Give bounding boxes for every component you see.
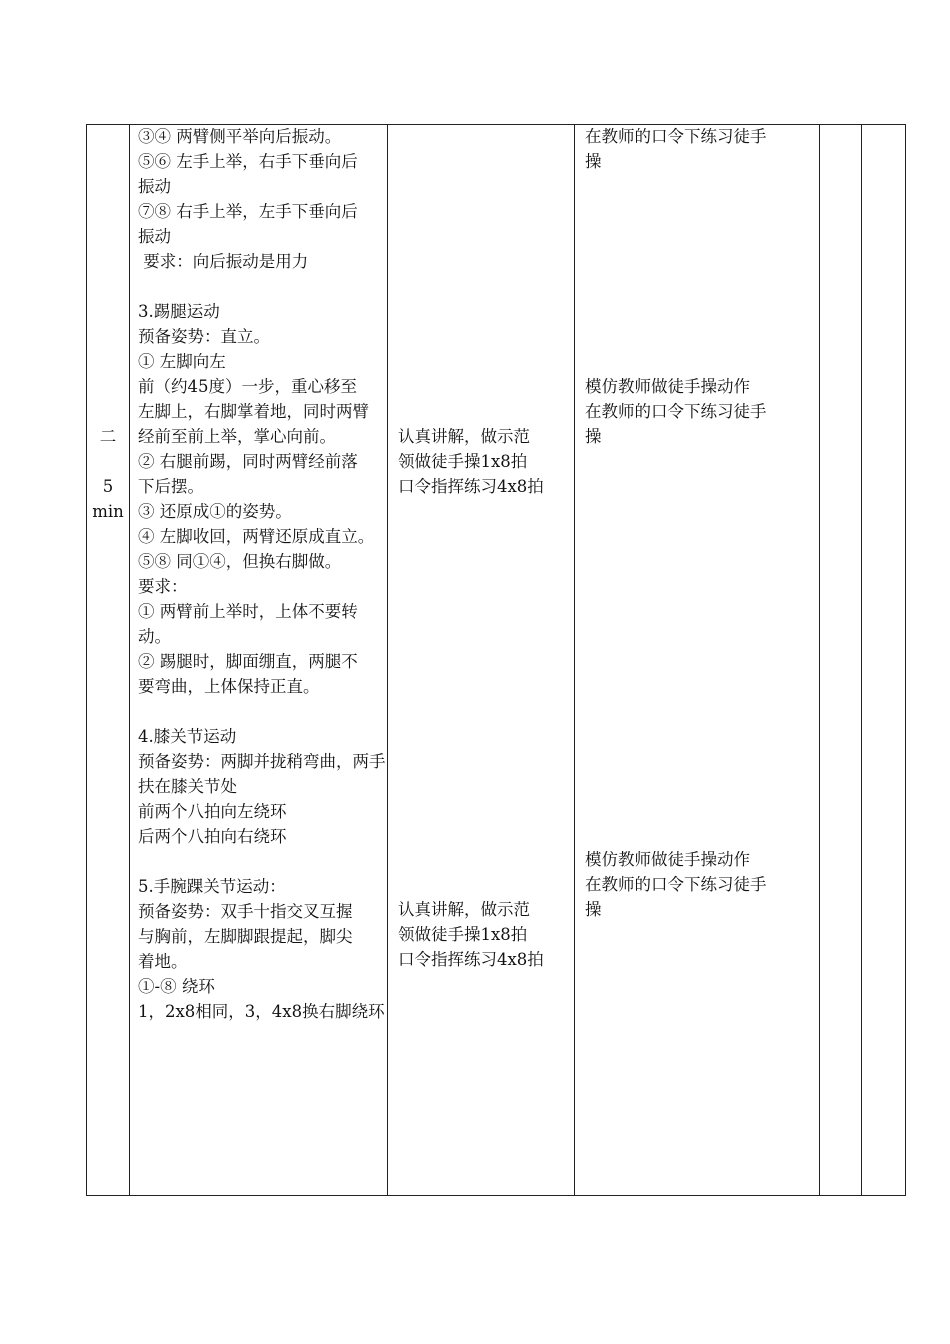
content-line: ② 踢腿时，脚面绷直，两腿不 [138, 652, 358, 671]
student-line: 在教师的口令下练习徒手 [585, 402, 767, 421]
table-left-border [86, 124, 87, 1196]
content-line: 与胸前，左脚脚跟提起，脚尖 [138, 927, 353, 946]
content-line [138, 274, 386, 299]
student-line: 操 [585, 900, 602, 919]
content-line: 要弯曲，上体保持正直。 [138, 677, 320, 696]
teacher-line: 认真讲解，做示范 [398, 427, 530, 446]
content-line: 振动 [138, 227, 171, 246]
student-activity-block [585, 374, 767, 449]
content-line: 3.踢腿运动 [138, 302, 220, 321]
content-line: ⑤⑥ 左手上举，右手下垂向后 [138, 152, 358, 171]
content-line: 前（约45度）一步，重心移至 [138, 377, 357, 396]
student-line: 模仿教师做徒手操动作 [585, 377, 750, 396]
content-line: ⑤⑧ 同①④，但换右脚做。 [138, 552, 342, 571]
content-line: ① 两臂前上举时，上体不要转 [138, 602, 358, 621]
content-line: 5.手腕踝关节运动： [138, 877, 286, 896]
student-line: 在教师的口令下练习徒手 [585, 127, 767, 146]
content-line: 左脚上，右脚掌着地，同时两臂 [138, 402, 369, 421]
student-line: 在教师的口令下练习徒手 [585, 875, 767, 894]
exercise-content [138, 124, 386, 1024]
student-line: 模仿教师做徒手操动作 [585, 850, 750, 869]
content-line: 振动 [138, 177, 171, 196]
content-line: 要求： [138, 577, 188, 596]
content-line: 着地。 [138, 952, 188, 971]
column-divider-5 [861, 124, 862, 1196]
content-line: 预备姿势：直立。 [138, 327, 270, 346]
phase-minutes: 5 [102, 477, 114, 496]
phase-part: 二 [99, 427, 117, 446]
content-line: ③ 还原成①的姿势。 [138, 502, 292, 521]
content-line: 扶在膝关节处 [138, 777, 237, 796]
content-line [138, 849, 386, 874]
student-activity-block [585, 847, 767, 922]
column-divider-3 [574, 124, 575, 1196]
table-right-border [905, 124, 906, 1196]
teacher-line: 认真讲解，做示范 [398, 900, 530, 919]
content-line: ② 右腿前踢，同时两臂经前落 [138, 452, 358, 471]
content-line [138, 699, 386, 724]
phase-unit: min [92, 502, 124, 521]
content-line: ⑦⑧ 右手上举，左手下垂向后 [138, 202, 358, 221]
content-line: 下后摆。 [138, 477, 204, 496]
content-line: ③④ 两臂侧平举向后振动。 [138, 127, 342, 146]
teacher-activity-block [398, 424, 544, 499]
student-line: 操 [585, 152, 602, 171]
content-line: 预备姿势：两脚并拢稍弯曲，两手 [138, 752, 386, 771]
content-line: ④ 左脚收回，两臂还原成直立。 [138, 527, 375, 546]
teacher-line: 口令指挥练习4x8拍 [398, 477, 544, 496]
content-line: 预备姿势：双手十指交叉互握 [138, 902, 353, 921]
column-divider-1 [129, 124, 130, 1196]
content-line: 经前至前上举，掌心向前。 [138, 427, 336, 446]
teacher-activity-block [398, 897, 544, 972]
teacher-line: 领做徒手操1x8拍 [398, 452, 528, 471]
teacher-line: 领做徒手操1x8拍 [398, 925, 528, 944]
content-line: 4.膝关节运动 [138, 727, 237, 746]
content-line: 后两个八拍向右绕环 [138, 827, 287, 846]
content-line: 动。 [138, 627, 171, 646]
teacher-line: 口令指挥练习4x8拍 [398, 950, 544, 969]
column-divider-4 [819, 124, 820, 1196]
table-bottom-border [86, 1195, 906, 1196]
content-line: 1，2x8相同，3，4x8换右脚绕环 [138, 1002, 385, 1021]
student-activity-block [585, 124, 767, 174]
content-line: 前两个八拍向左绕环 [138, 802, 287, 821]
content-line: ①-⑧ 绕环 [138, 977, 215, 996]
content-line: 要求：向后振动是用力 [138, 252, 309, 271]
student-line: 操 [585, 427, 602, 446]
column-divider-2 [387, 124, 388, 1196]
content-line: ① 左脚向左 [138, 352, 226, 371]
